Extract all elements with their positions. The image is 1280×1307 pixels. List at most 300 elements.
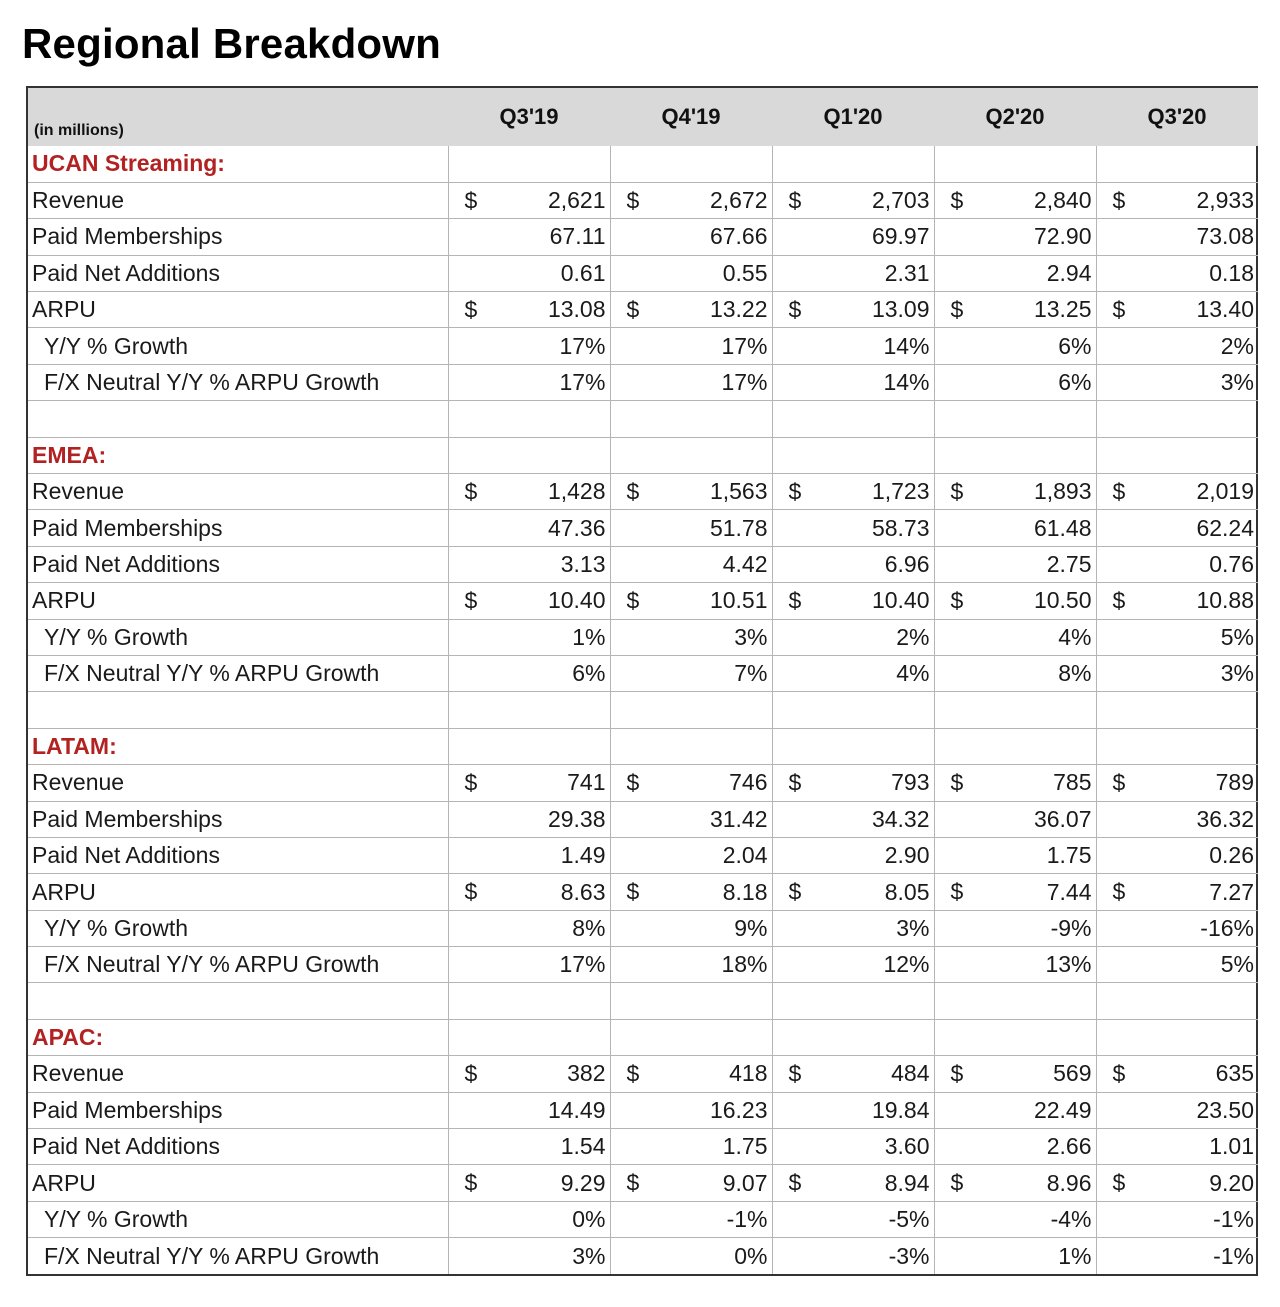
section-title: EMEA: bbox=[28, 437, 448, 473]
row-label: Paid Net Additions bbox=[28, 546, 448, 582]
cell-value: 1.54 bbox=[560, 1133, 606, 1160]
row-label: F/X Neutral Y/Y % ARPU Growth bbox=[28, 655, 448, 691]
section-header-row bbox=[28, 1019, 1258, 1055]
empty-cell bbox=[772, 146, 934, 182]
cell-value: 635 bbox=[1215, 1060, 1254, 1087]
empty-cell bbox=[1096, 1019, 1258, 1055]
row-label: ARPU bbox=[28, 1165, 448, 1201]
empty-cell bbox=[1096, 728, 1258, 764]
cell-value: 4% bbox=[896, 660, 930, 687]
empty-cell bbox=[772, 983, 934, 1019]
cell-value: 36.32 bbox=[1196, 805, 1254, 832]
cell-value: 13.22 bbox=[709, 296, 768, 323]
cell-value: 8% bbox=[1058, 660, 1092, 687]
value-cell bbox=[610, 765, 772, 801]
empty-cell bbox=[772, 401, 934, 437]
cell-value: 18% bbox=[721, 951, 768, 978]
value-cell bbox=[448, 510, 610, 546]
cell-value: 0.26 bbox=[1209, 842, 1254, 869]
currency-symbol: $ bbox=[464, 878, 478, 905]
empty-cell bbox=[28, 983, 448, 1019]
row-label: Paid Net Additions bbox=[28, 255, 448, 291]
currency-symbol: $ bbox=[626, 769, 640, 796]
cell-value: 1,428 bbox=[547, 478, 606, 505]
cell-value: 17% bbox=[721, 369, 768, 396]
table-row bbox=[28, 328, 1258, 364]
empty-cell bbox=[448, 983, 610, 1019]
row-label: Y/Y % Growth bbox=[28, 619, 448, 655]
quarter-header: Q3'20 bbox=[1147, 104, 1207, 129]
value-cell bbox=[1096, 837, 1258, 873]
value-cell bbox=[934, 1129, 1096, 1165]
empty-cell bbox=[448, 692, 610, 728]
cell-value: -1% bbox=[726, 1206, 768, 1233]
cell-value: 5% bbox=[1220, 623, 1254, 650]
table-row bbox=[28, 947, 1258, 983]
value-cell bbox=[1096, 583, 1258, 619]
currency-symbol: $ bbox=[1112, 1169, 1126, 1196]
currency-symbol: $ bbox=[1112, 478, 1126, 505]
value-cell bbox=[934, 510, 1096, 546]
empty-cell bbox=[934, 437, 1096, 473]
value-cell bbox=[934, 255, 1096, 291]
cell-value: 6% bbox=[1058, 332, 1092, 359]
value-cell bbox=[934, 1165, 1096, 1201]
value-cell bbox=[934, 364, 1096, 400]
currency-symbol: $ bbox=[464, 1169, 478, 1196]
cell-value: -16% bbox=[1200, 914, 1254, 941]
cell-value: 17% bbox=[559, 332, 606, 359]
currency-symbol: $ bbox=[950, 878, 964, 905]
row-label: F/X Neutral Y/Y % ARPU Growth bbox=[28, 947, 448, 983]
value-cell bbox=[934, 546, 1096, 582]
value-cell bbox=[772, 947, 934, 983]
currency-symbol: $ bbox=[788, 1060, 802, 1087]
table-row bbox=[28, 474, 1258, 510]
value-cell bbox=[772, 1201, 934, 1237]
empty-cell bbox=[610, 692, 772, 728]
currency-symbol: $ bbox=[464, 478, 478, 505]
empty-cell bbox=[1096, 983, 1258, 1019]
cell-value: 67.66 bbox=[709, 223, 768, 250]
cell-value: 2.04 bbox=[722, 842, 768, 869]
value-cell bbox=[610, 1165, 772, 1201]
value-cell bbox=[610, 219, 772, 255]
cell-value: 58.73 bbox=[871, 514, 930, 541]
table-row bbox=[28, 655, 1258, 691]
value-cell bbox=[610, 182, 772, 218]
quarter-header: Q3'19 bbox=[499, 104, 559, 129]
cell-value: 9% bbox=[734, 914, 768, 941]
value-cell bbox=[448, 546, 610, 582]
cell-value: 73.08 bbox=[1196, 223, 1254, 250]
value-cell bbox=[772, 874, 934, 910]
empty-cell bbox=[1096, 437, 1258, 473]
empty-cell bbox=[610, 728, 772, 764]
cell-value: 62.24 bbox=[1196, 514, 1254, 541]
cell-value: 2.90 bbox=[884, 842, 930, 869]
cell-value: 61.48 bbox=[1033, 514, 1092, 541]
value-cell bbox=[448, 583, 610, 619]
table-row bbox=[28, 801, 1258, 837]
cell-value: 7.44 bbox=[1046, 878, 1092, 905]
value-cell bbox=[772, 546, 934, 582]
row-label: Revenue bbox=[28, 182, 448, 218]
cell-value: 382 bbox=[567, 1060, 606, 1087]
cell-value: 1,893 bbox=[1033, 478, 1092, 505]
currency-symbol: $ bbox=[950, 587, 964, 614]
table-row bbox=[28, 510, 1258, 546]
cell-value: 47.36 bbox=[547, 514, 606, 541]
empty-cell bbox=[448, 146, 610, 182]
currency-symbol: $ bbox=[626, 587, 640, 614]
spacer-row bbox=[28, 401, 1258, 437]
cell-value: 13.25 bbox=[1033, 296, 1092, 323]
cell-value: 1.01 bbox=[1209, 1133, 1254, 1160]
cell-value: 8.94 bbox=[884, 1169, 930, 1196]
table-row bbox=[28, 619, 1258, 655]
empty-cell bbox=[772, 728, 934, 764]
value-cell bbox=[1096, 292, 1258, 328]
value-cell bbox=[1096, 219, 1258, 255]
value-cell bbox=[448, 1092, 610, 1128]
value-cell bbox=[1096, 655, 1258, 691]
empty-cell bbox=[934, 1019, 1096, 1055]
empty-cell bbox=[610, 146, 772, 182]
currency-symbol: $ bbox=[464, 769, 478, 796]
cell-value: 2,703 bbox=[871, 187, 930, 214]
currency-symbol: $ bbox=[788, 478, 802, 505]
table-row bbox=[28, 364, 1258, 400]
cell-value: 8.96 bbox=[1046, 1169, 1092, 1196]
currency-symbol: $ bbox=[1112, 769, 1126, 796]
currency-symbol: $ bbox=[464, 187, 478, 214]
value-cell bbox=[610, 364, 772, 400]
table-row bbox=[28, 255, 1258, 291]
value-cell bbox=[448, 364, 610, 400]
value-cell bbox=[934, 292, 1096, 328]
empty-cell bbox=[934, 401, 1096, 437]
value-cell bbox=[610, 510, 772, 546]
value-cell bbox=[772, 474, 934, 510]
cell-value: 14.49 bbox=[547, 1096, 606, 1123]
empty-cell bbox=[448, 1019, 610, 1055]
value-cell bbox=[448, 182, 610, 218]
empty-cell bbox=[1096, 401, 1258, 437]
currency-symbol: $ bbox=[950, 1169, 964, 1196]
cell-value: 0.18 bbox=[1209, 259, 1254, 286]
currency-symbol: $ bbox=[1112, 296, 1126, 323]
value-cell bbox=[610, 655, 772, 691]
value-cell bbox=[1096, 328, 1258, 364]
table-row bbox=[28, 874, 1258, 910]
row-label: Paid Memberships bbox=[28, 510, 448, 546]
units-label: (in millions) bbox=[34, 122, 124, 139]
value-cell bbox=[772, 292, 934, 328]
value-cell bbox=[772, 1165, 934, 1201]
cell-value: 3.60 bbox=[884, 1133, 930, 1160]
cell-value: -3% bbox=[888, 1242, 930, 1269]
cell-value: 1,723 bbox=[871, 478, 930, 505]
value-cell bbox=[772, 255, 934, 291]
cell-value: 8% bbox=[572, 914, 606, 941]
empty-cell bbox=[610, 1019, 772, 1055]
currency-symbol: $ bbox=[950, 296, 964, 323]
value-cell bbox=[448, 874, 610, 910]
value-cell bbox=[448, 292, 610, 328]
value-cell bbox=[448, 219, 610, 255]
row-label: Paid Memberships bbox=[28, 1092, 448, 1128]
row-label: Revenue bbox=[28, 765, 448, 801]
row-label: ARPU bbox=[28, 583, 448, 619]
row-label: Paid Net Additions bbox=[28, 837, 448, 873]
section-title: UCAN Streaming: bbox=[28, 146, 448, 182]
cell-value: 3% bbox=[734, 623, 768, 650]
value-cell bbox=[610, 255, 772, 291]
currency-symbol: $ bbox=[788, 296, 802, 323]
value-cell bbox=[772, 910, 934, 946]
cell-value: 69.97 bbox=[871, 223, 930, 250]
value-cell bbox=[448, 474, 610, 510]
value-cell bbox=[610, 874, 772, 910]
currency-symbol: $ bbox=[788, 769, 802, 796]
empty-cell bbox=[610, 983, 772, 1019]
row-label: F/X Neutral Y/Y % ARPU Growth bbox=[28, 364, 448, 400]
value-cell bbox=[448, 1201, 610, 1237]
currency-symbol: $ bbox=[464, 296, 478, 323]
value-cell bbox=[934, 619, 1096, 655]
cell-value: 5% bbox=[1220, 951, 1254, 978]
currency-symbol: $ bbox=[950, 769, 964, 796]
quarter-header: Q1'20 bbox=[823, 104, 883, 129]
value-cell bbox=[1096, 510, 1258, 546]
row-label: Y/Y % Growth bbox=[28, 328, 448, 364]
regional-breakdown-table-container bbox=[26, 86, 1258, 1276]
value-cell bbox=[448, 1056, 610, 1092]
section-header-row bbox=[28, 437, 1258, 473]
cell-value: 72.90 bbox=[1033, 223, 1092, 250]
value-cell bbox=[772, 837, 934, 873]
cell-value: 4% bbox=[1058, 623, 1092, 650]
cell-value: 793 bbox=[891, 769, 930, 796]
value-cell bbox=[934, 1238, 1096, 1274]
cell-value: 13% bbox=[1045, 951, 1092, 978]
row-label: Paid Memberships bbox=[28, 801, 448, 837]
cell-value: 6.96 bbox=[884, 550, 930, 577]
value-cell bbox=[610, 546, 772, 582]
empty-cell bbox=[772, 692, 934, 728]
table-row bbox=[28, 910, 1258, 946]
value-cell bbox=[448, 947, 610, 983]
cell-value: 1.75 bbox=[722, 1133, 768, 1160]
value-cell bbox=[934, 1056, 1096, 1092]
cell-value: 14% bbox=[883, 332, 930, 359]
row-label: Y/Y % Growth bbox=[28, 910, 448, 946]
currency-symbol: $ bbox=[788, 187, 802, 214]
cell-value: 418 bbox=[729, 1060, 768, 1087]
value-cell bbox=[1096, 801, 1258, 837]
cell-value: 0% bbox=[572, 1206, 606, 1233]
value-cell bbox=[1096, 1056, 1258, 1092]
value-cell bbox=[448, 328, 610, 364]
value-cell bbox=[934, 182, 1096, 218]
cell-value: 2% bbox=[896, 623, 930, 650]
cell-value: 0% bbox=[734, 1242, 768, 1269]
value-cell bbox=[772, 510, 934, 546]
value-cell bbox=[934, 874, 1096, 910]
value-cell bbox=[1096, 1092, 1258, 1128]
cell-value: 10.50 bbox=[1033, 587, 1092, 614]
empty-cell bbox=[1096, 146, 1258, 182]
currency-symbol: $ bbox=[950, 478, 964, 505]
cell-value: 2.31 bbox=[884, 259, 930, 286]
value-cell bbox=[1096, 874, 1258, 910]
value-cell bbox=[772, 1129, 934, 1165]
cell-value: -4% bbox=[1050, 1206, 1092, 1233]
row-label: F/X Neutral Y/Y % ARPU Growth bbox=[44, 1242, 380, 1269]
table-row bbox=[28, 1056, 1258, 1092]
cell-value: -9% bbox=[1050, 914, 1092, 941]
value-cell bbox=[610, 947, 772, 983]
row-label: Revenue bbox=[28, 1056, 448, 1092]
currency-symbol: $ bbox=[626, 1060, 640, 1087]
cell-value: 9.29 bbox=[560, 1169, 606, 1196]
cell-value: 3% bbox=[896, 914, 930, 941]
section-title: LATAM: bbox=[28, 728, 448, 764]
table-row bbox=[28, 1165, 1258, 1201]
cell-value: 17% bbox=[721, 332, 768, 359]
currency-symbol: $ bbox=[788, 878, 802, 905]
section-header-row bbox=[28, 146, 1258, 182]
value-cell bbox=[610, 292, 772, 328]
value-cell bbox=[772, 219, 934, 255]
cell-value: 10.40 bbox=[871, 587, 930, 614]
value-cell bbox=[448, 837, 610, 873]
table-row bbox=[28, 219, 1258, 255]
row-label: Revenue bbox=[28, 474, 448, 510]
value-cell bbox=[1096, 364, 1258, 400]
value-cell bbox=[772, 1092, 934, 1128]
quarter-header: Q4'19 bbox=[661, 104, 721, 129]
value-cell bbox=[934, 765, 1096, 801]
value-cell bbox=[1096, 1201, 1258, 1237]
cell-value: 36.07 bbox=[1033, 805, 1092, 832]
value-cell bbox=[1096, 182, 1258, 218]
currency-symbol: $ bbox=[626, 478, 640, 505]
value-cell bbox=[934, 1201, 1096, 1237]
cell-value: 12% bbox=[883, 951, 930, 978]
cell-value: 1% bbox=[572, 623, 606, 650]
value-cell bbox=[610, 910, 772, 946]
table-row bbox=[28, 1092, 1258, 1128]
quarter-header: Q2'20 bbox=[985, 104, 1045, 129]
cell-value: 789 bbox=[1215, 769, 1254, 796]
table-row bbox=[28, 1201, 1258, 1237]
empty-cell bbox=[772, 1019, 934, 1055]
value-cell bbox=[934, 837, 1096, 873]
cell-value: 1.49 bbox=[560, 842, 606, 869]
value-cell bbox=[1096, 619, 1258, 655]
cell-value: 2% bbox=[1220, 332, 1254, 359]
cell-value: 34.32 bbox=[871, 805, 930, 832]
table-row bbox=[28, 837, 1258, 873]
cell-value: 7.27 bbox=[1209, 878, 1254, 905]
table-row bbox=[28, 292, 1258, 328]
value-cell bbox=[772, 1238, 934, 1274]
empty-cell bbox=[1096, 692, 1258, 728]
value-cell bbox=[448, 1238, 610, 1274]
cell-value: 484 bbox=[891, 1060, 930, 1087]
cell-value: 51.78 bbox=[709, 514, 768, 541]
value-cell bbox=[610, 801, 772, 837]
empty-cell bbox=[934, 692, 1096, 728]
section-title: APAC: bbox=[28, 1019, 448, 1055]
cell-value: 19.84 bbox=[871, 1096, 930, 1123]
cell-value: 10.40 bbox=[547, 587, 606, 614]
value-cell bbox=[934, 474, 1096, 510]
cell-value: 10.51 bbox=[709, 587, 768, 614]
cell-value: 785 bbox=[1053, 769, 1092, 796]
row-label: Paid Net Additions bbox=[28, 1129, 448, 1165]
cell-value: 9.07 bbox=[722, 1169, 768, 1196]
currency-symbol: $ bbox=[788, 1169, 802, 1196]
cell-value: 569 bbox=[1053, 1060, 1092, 1087]
value-cell bbox=[934, 328, 1096, 364]
value-cell bbox=[448, 1129, 610, 1165]
currency-symbol: $ bbox=[626, 878, 640, 905]
cell-value: 8.18 bbox=[722, 878, 768, 905]
table-body bbox=[28, 146, 1258, 1274]
cell-value: 2,672 bbox=[709, 187, 768, 214]
currency-symbol: $ bbox=[788, 587, 802, 614]
value-cell bbox=[1096, 1165, 1258, 1201]
cell-value: 3% bbox=[1220, 369, 1254, 396]
cell-value: 0.76 bbox=[1209, 550, 1254, 577]
cell-value: 4.42 bbox=[722, 550, 768, 577]
value-cell bbox=[610, 1238, 772, 1274]
page-title: Regional Breakdown bbox=[22, 20, 442, 67]
cell-value: 8.63 bbox=[560, 878, 606, 905]
cell-value: 23.50 bbox=[1196, 1096, 1254, 1123]
cell-value: 1% bbox=[1058, 1242, 1092, 1269]
cell-value: 7% bbox=[734, 660, 768, 687]
cell-value: 741 bbox=[567, 769, 606, 796]
spacer-row bbox=[28, 983, 1258, 1019]
currency-symbol: $ bbox=[1112, 878, 1126, 905]
cell-value: 746 bbox=[729, 769, 768, 796]
currency-symbol: $ bbox=[950, 187, 964, 214]
regional-breakdown-table bbox=[28, 88, 1258, 1274]
value-cell bbox=[448, 801, 610, 837]
cell-value: 3% bbox=[572, 1242, 606, 1269]
value-cell bbox=[1096, 765, 1258, 801]
value-cell bbox=[772, 364, 934, 400]
cell-value: 2.66 bbox=[1046, 1133, 1092, 1160]
currency-symbol: $ bbox=[626, 1169, 640, 1196]
cell-value: 8.05 bbox=[884, 878, 930, 905]
cell-value: 2,933 bbox=[1196, 187, 1254, 214]
value-cell bbox=[772, 765, 934, 801]
table-row bbox=[28, 583, 1258, 619]
cell-value: 13.08 bbox=[547, 296, 606, 323]
value-cell bbox=[448, 765, 610, 801]
cell-value: 14% bbox=[883, 369, 930, 396]
empty-cell bbox=[28, 692, 448, 728]
cell-value: -1% bbox=[1213, 1206, 1254, 1233]
cell-value: 2,621 bbox=[547, 187, 606, 214]
value-cell bbox=[772, 1056, 934, 1092]
value-cell bbox=[1096, 1129, 1258, 1165]
